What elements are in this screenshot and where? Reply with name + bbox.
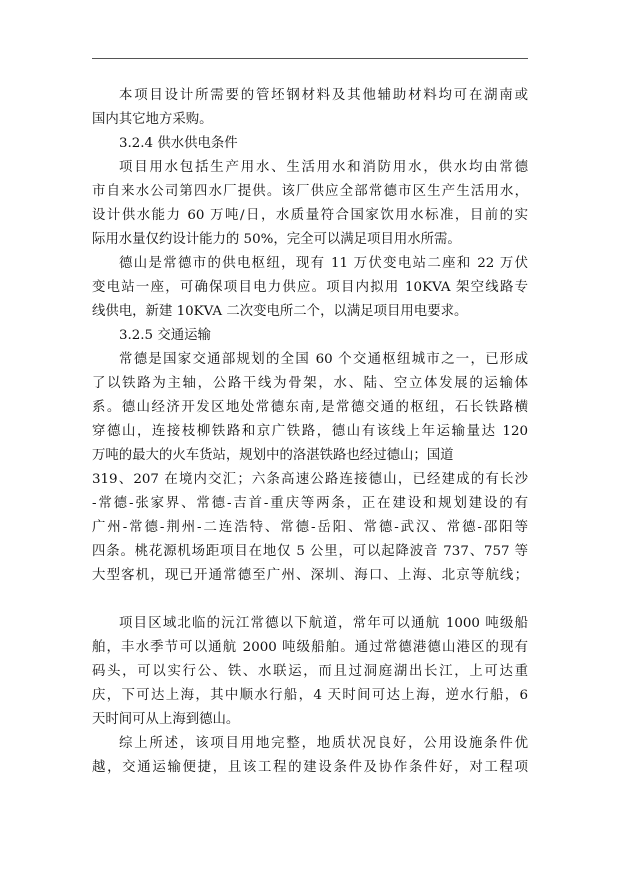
paragraph-line: 319、207 在境内交汇；六条高速公路连接德山，已经建成的有长沙 <box>92 472 528 487</box>
paragraph-line: 综上所述，该项目用地完整，地质状况良好，公用设施条件优 <box>119 736 528 751</box>
paragraph-line: 际用水量仅约设计能力的 50%，完全可以满足项目用水所需。 <box>92 232 461 247</box>
paragraph-line: 越，交通运输便捷，且该工程的建设条件及协作条件好，对工程项 <box>92 760 528 775</box>
section-heading-3-2-4: 3.2.4 供水供电条件 <box>119 136 238 151</box>
paragraph-line: 系。德山经济开发区地处常德东南,是常德交通的枢纽，石长铁路横 <box>92 400 528 415</box>
paragraph-line: 本项目设计所需要的管坯钢材料及其他辅助材料均可在湖南或 <box>119 88 528 103</box>
paragraph-line: 德山是常德市的供电枢纽，现有 11 万伏变电站二座和 22 万伏 <box>119 256 528 271</box>
paragraph-line: 码头，可以实行公、铁、水联运，而且过洞庭湖出长江，上可达重 <box>92 664 528 679</box>
paragraph-line: 设计供水能力 60 万吨/日，水质量符合国家饮用水标准，目前的实 <box>92 208 528 223</box>
paragraph-line: 大型客机，现已开通常德至广州、深圳、海口、上海、北京等航线； <box>92 568 528 583</box>
paragraph-line: 四条。桃花源机场距项目在地仅 5 公里，可以起降波音 737、757 等 <box>92 544 528 559</box>
paragraph-line: 国内其它地方采购。 <box>92 112 213 127</box>
paragraph-line: 舶，丰水季节可以通航 2000 吨级船舶。通过常德港德山港区的现有 <box>92 640 528 655</box>
paragraph-line: 万吨的最大的火车货站，规划中的洛湛铁路也经过德山；国道 <box>92 448 454 463</box>
paragraph-line: 天时间可从上海到德山。 <box>92 712 240 727</box>
paragraph-line: 项目用水包括生产用水、生活用水和消防用水，供水均由常德 <box>119 160 528 175</box>
paragraph-line: 常德是国家交通部规划的全国 60 个交通枢纽城市之一，已形成 <box>119 352 528 367</box>
paragraph-line: 穿德山，连接枝柳铁路和京广铁路，德山有该线上年运输量达 120 <box>92 424 528 439</box>
paragraph-line: 广州-常德-荆州-二连浩特、常德-岳阳、常德-武汉、常德-邵阳等 <box>92 520 528 535</box>
header-rule <box>92 58 528 59</box>
paragraph-line: 庆，下可达上海，其中顺水行船，4 天时间可达上海，逆水行船，6 <box>92 688 528 703</box>
paragraph-line: 市自来水公司第四水厂提供。该厂供应全部常德市区生产生活用水， <box>92 184 528 199</box>
paragraph-line: 项目区域北临的沅江常德以下航道，常年可以通航 1000 吨级船 <box>119 616 528 631</box>
paragraph-line: 线供电，新建 10KVA 二次变电所二个，以满足项目用电要求。 <box>92 304 468 319</box>
paragraph-line: 了以铁路为主轴，公路干线为骨架，水、陆、空立体发展的运输体 <box>92 376 528 391</box>
section-heading-3-2-5: 3.2.5 交通运输 <box>119 328 211 343</box>
paragraph-line: 变电站一座，可确保项目电力供应。项目内拟用 10KVA 架空线路专 <box>92 280 528 295</box>
paragraph-line: -常德-张家界、常德-吉首-重庆等两条，正在建设和规划建设的有 <box>92 496 528 511</box>
